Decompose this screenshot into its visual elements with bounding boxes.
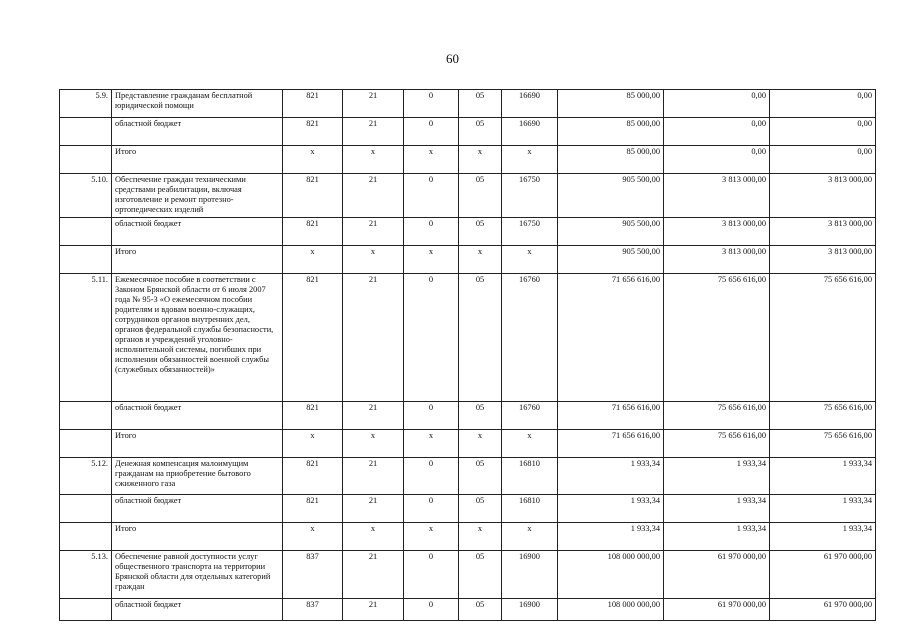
amount-year2-cell: 1 933,34 xyxy=(664,523,770,551)
main-activity-code-cell: 05 xyxy=(459,458,502,495)
item-name-cell: областной бюджет xyxy=(112,118,283,146)
grbs-code-cell: 821 xyxy=(283,174,343,218)
item-number-cell xyxy=(60,246,112,274)
amount-year3-cell: 0,00 xyxy=(770,118,876,146)
amount-year1-cell: 71 656 616,00 xyxy=(558,274,664,402)
grbs-code-cell: 837 xyxy=(283,551,343,599)
program-code-cell: 21 xyxy=(343,551,404,599)
amount-year3-cell: 61 970 000,00 xyxy=(770,551,876,599)
amount-year3-cell: 3 813 000,00 xyxy=(770,174,876,218)
item-name-cell: областной бюджет xyxy=(112,218,283,246)
amount-year1-cell: 905 500,00 xyxy=(558,246,664,274)
main-activity-code-cell: x xyxy=(459,523,502,551)
page-number: 60 xyxy=(446,51,459,66)
amount-year2-cell: 1 933,34 xyxy=(664,458,770,495)
item-name-cell: Итого xyxy=(112,246,283,274)
program-code-cell: 21 xyxy=(343,174,404,218)
amount-year1-cell: 108 000 000,00 xyxy=(558,551,664,599)
amount-year3-cell: 75 656 616,00 xyxy=(770,274,876,402)
table-row xyxy=(60,218,876,246)
budget-table-body xyxy=(60,90,876,621)
amount-year1-cell: 71 656 616,00 xyxy=(558,402,664,430)
grbs-code-cell: 821 xyxy=(283,402,343,430)
grbs-code-cell: x xyxy=(283,430,343,458)
item-number-cell xyxy=(60,495,112,523)
main-activity-code-cell: 05 xyxy=(459,218,502,246)
expense-direction-code-cell: 16900 xyxy=(502,599,558,621)
item-name-cell: Представление гражданам бесплатной юридической помощи xyxy=(112,90,283,118)
item-number-cell: 5.10. xyxy=(60,174,112,218)
expense-direction-code-cell: x xyxy=(502,523,558,551)
grbs-code-cell: 837 xyxy=(283,599,343,621)
amount-year2-cell: 61 970 000,00 xyxy=(664,599,770,621)
expense-direction-code-cell: 16810 xyxy=(502,495,558,523)
item-name-cell: областной бюджет xyxy=(112,599,283,621)
table-row xyxy=(60,523,876,551)
program-code-cell: 21 xyxy=(343,274,404,402)
subprogram-code-cell: 0 xyxy=(404,599,459,621)
amount-year2-cell: 75 656 616,00 xyxy=(664,402,770,430)
subprogram-code-cell: x xyxy=(404,246,459,274)
item-number-cell xyxy=(60,430,112,458)
item-number-cell xyxy=(60,118,112,146)
main-activity-code-cell: 05 xyxy=(459,495,502,523)
table-row xyxy=(60,174,876,218)
item-number-cell xyxy=(60,218,112,246)
grbs-code-cell: x xyxy=(283,246,343,274)
grbs-code-cell: 821 xyxy=(283,90,343,118)
subprogram-code-cell: 0 xyxy=(404,495,459,523)
program-code-cell: x xyxy=(343,146,404,174)
item-name-cell: Итого xyxy=(112,523,283,551)
subprogram-code-cell: 0 xyxy=(404,402,459,430)
amount-year2-cell: 0,00 xyxy=(664,146,770,174)
expense-direction-code-cell: 16810 xyxy=(502,458,558,495)
amount-year1-cell: 85 000,00 xyxy=(558,146,664,174)
program-code-cell: 21 xyxy=(343,218,404,246)
item-name-cell: областной бюджет xyxy=(112,402,283,430)
amount-year1-cell: 1 933,34 xyxy=(558,495,664,523)
item-number-cell: 5.11. xyxy=(60,274,112,402)
main-activity-code-cell: 05 xyxy=(459,599,502,621)
table-row xyxy=(60,430,876,458)
main-activity-code-cell: x xyxy=(459,430,502,458)
amount-year2-cell: 0,00 xyxy=(664,118,770,146)
amount-year3-cell: 75 656 616,00 xyxy=(770,402,876,430)
main-activity-code-cell: x xyxy=(459,146,502,174)
item-name-cell: Денежная компенсация малоимущим гражданам на приобретение бытового сжиженного газа xyxy=(112,458,283,495)
program-code-cell: x xyxy=(343,246,404,274)
amount-year2-cell: 3 813 000,00 xyxy=(664,218,770,246)
program-code-cell: 21 xyxy=(343,458,404,495)
expense-direction-code-cell: 16750 xyxy=(502,218,558,246)
grbs-code-cell: 821 xyxy=(283,495,343,523)
amount-year3-cell: 3 813 000,00 xyxy=(770,246,876,274)
amount-year2-cell: 61 970 000,00 xyxy=(664,551,770,599)
expense-direction-code-cell: 16750 xyxy=(502,174,558,218)
amount-year1-cell: 85 000,00 xyxy=(558,90,664,118)
amount-year1-cell: 85 000,00 xyxy=(558,118,664,146)
item-name-cell: Итого xyxy=(112,430,283,458)
subprogram-code-cell: x xyxy=(404,146,459,174)
item-number-cell: 5.9. xyxy=(60,90,112,118)
amount-year3-cell: 1 933,34 xyxy=(770,458,876,495)
table-row xyxy=(60,246,876,274)
subprogram-code-cell: 0 xyxy=(404,118,459,146)
expense-direction-code-cell: 16900 xyxy=(502,551,558,599)
table-row xyxy=(60,146,876,174)
expense-direction-code-cell: x xyxy=(502,430,558,458)
subprogram-code-cell: 0 xyxy=(404,90,459,118)
expense-direction-code-cell: 16690 xyxy=(502,90,558,118)
amount-year3-cell: 1 933,34 xyxy=(770,495,876,523)
main-activity-code-cell: 05 xyxy=(459,551,502,599)
main-activity-code-cell: 05 xyxy=(459,274,502,402)
grbs-code-cell: 821 xyxy=(283,118,343,146)
expense-direction-code-cell: 16760 xyxy=(502,274,558,402)
item-number-cell xyxy=(60,402,112,430)
amount-year3-cell: 75 656 616,00 xyxy=(770,430,876,458)
amount-year1-cell: 108 000 000,00 xyxy=(558,599,664,621)
main-activity-code-cell: 05 xyxy=(459,90,502,118)
table-row xyxy=(60,90,876,118)
subprogram-code-cell: 0 xyxy=(404,274,459,402)
table-row xyxy=(60,551,876,599)
item-number-cell: 5.12. xyxy=(60,458,112,495)
main-activity-code-cell: x xyxy=(459,246,502,274)
item-number-cell xyxy=(60,146,112,174)
amount-year3-cell: 3 813 000,00 xyxy=(770,218,876,246)
subprogram-code-cell: x xyxy=(404,430,459,458)
expense-direction-code-cell: 16760 xyxy=(502,402,558,430)
subprogram-code-cell: 0 xyxy=(404,458,459,495)
expense-direction-code-cell: x xyxy=(502,246,558,274)
table-row xyxy=(60,458,876,495)
main-activity-code-cell: 05 xyxy=(459,118,502,146)
amount-year2-cell: 75 656 616,00 xyxy=(664,430,770,458)
subprogram-code-cell: 0 xyxy=(404,174,459,218)
main-activity-code-cell: 05 xyxy=(459,174,502,218)
subprogram-code-cell: x xyxy=(404,523,459,551)
program-code-cell: 21 xyxy=(343,90,404,118)
table-row xyxy=(60,402,876,430)
grbs-code-cell: 821 xyxy=(283,218,343,246)
amount-year2-cell: 0,00 xyxy=(664,90,770,118)
amount-year1-cell: 905 500,00 xyxy=(558,218,664,246)
budget-table xyxy=(59,89,876,621)
amount-year3-cell: 61 970 000,00 xyxy=(770,599,876,621)
amount-year3-cell: 0,00 xyxy=(770,146,876,174)
amount-year2-cell: 3 813 000,00 xyxy=(664,174,770,218)
grbs-code-cell: 821 xyxy=(283,274,343,402)
item-name-cell: Обеспечение граждан техническими средствами реабилитации, включая изготовление и ремонт протезно-ортопедических изделий xyxy=(112,174,283,218)
subprogram-code-cell: 0 xyxy=(404,218,459,246)
item-number-cell: 5.13. xyxy=(60,551,112,599)
amount-year3-cell: 1 933,34 xyxy=(770,523,876,551)
table-row xyxy=(60,599,876,621)
amount-year1-cell: 1 933,34 xyxy=(558,523,664,551)
main-activity-code-cell: 05 xyxy=(459,402,502,430)
program-code-cell: 21 xyxy=(343,495,404,523)
amount-year2-cell: 75 656 616,00 xyxy=(664,274,770,402)
amount-year2-cell: 3 813 000,00 xyxy=(664,246,770,274)
program-code-cell: x xyxy=(343,523,404,551)
grbs-code-cell: x xyxy=(283,523,343,551)
grbs-code-cell: x xyxy=(283,146,343,174)
expense-direction-code-cell: 16690 xyxy=(502,118,558,146)
item-name-cell: Итого xyxy=(112,146,283,174)
program-code-cell: 21 xyxy=(343,599,404,621)
table-row xyxy=(60,118,876,146)
item-number-cell xyxy=(60,523,112,551)
amount-year1-cell: 1 933,34 xyxy=(558,458,664,495)
program-code-cell: x xyxy=(343,430,404,458)
grbs-code-cell: 821 xyxy=(283,458,343,495)
subprogram-code-cell: 0 xyxy=(404,551,459,599)
table-row xyxy=(60,495,876,523)
amount-year3-cell: 0,00 xyxy=(770,90,876,118)
program-code-cell: 21 xyxy=(343,118,404,146)
item-number-cell xyxy=(60,599,112,621)
program-code-cell: 21 xyxy=(343,402,404,430)
item-name-cell: Ежемесячное пособие в соответствии с Законом Брянской области от 6 июля 2007 года № 95-З «О ежемесячном пособии родителям и вдовам военно-служащих, сотрудников органов внутренних дел, органов федеральной службы безопасности, органов и учреждений уголовно-исполнительной системы, погибших при исполнении обязанностей военной службы (служебных обязанностей)» xyxy=(112,274,283,402)
item-name-cell: Обеспечение равной доступности услуг общественного транспорта на территории Брянской области для отдельных категорий граждан xyxy=(112,551,283,599)
item-name-cell: областной бюджет xyxy=(112,495,283,523)
amount-year2-cell: 1 933,34 xyxy=(664,495,770,523)
expense-direction-code-cell: x xyxy=(502,146,558,174)
amount-year1-cell: 905 500,00 xyxy=(558,174,664,218)
table-row xyxy=(60,274,876,402)
amount-year1-cell: 71 656 616,00 xyxy=(558,430,664,458)
